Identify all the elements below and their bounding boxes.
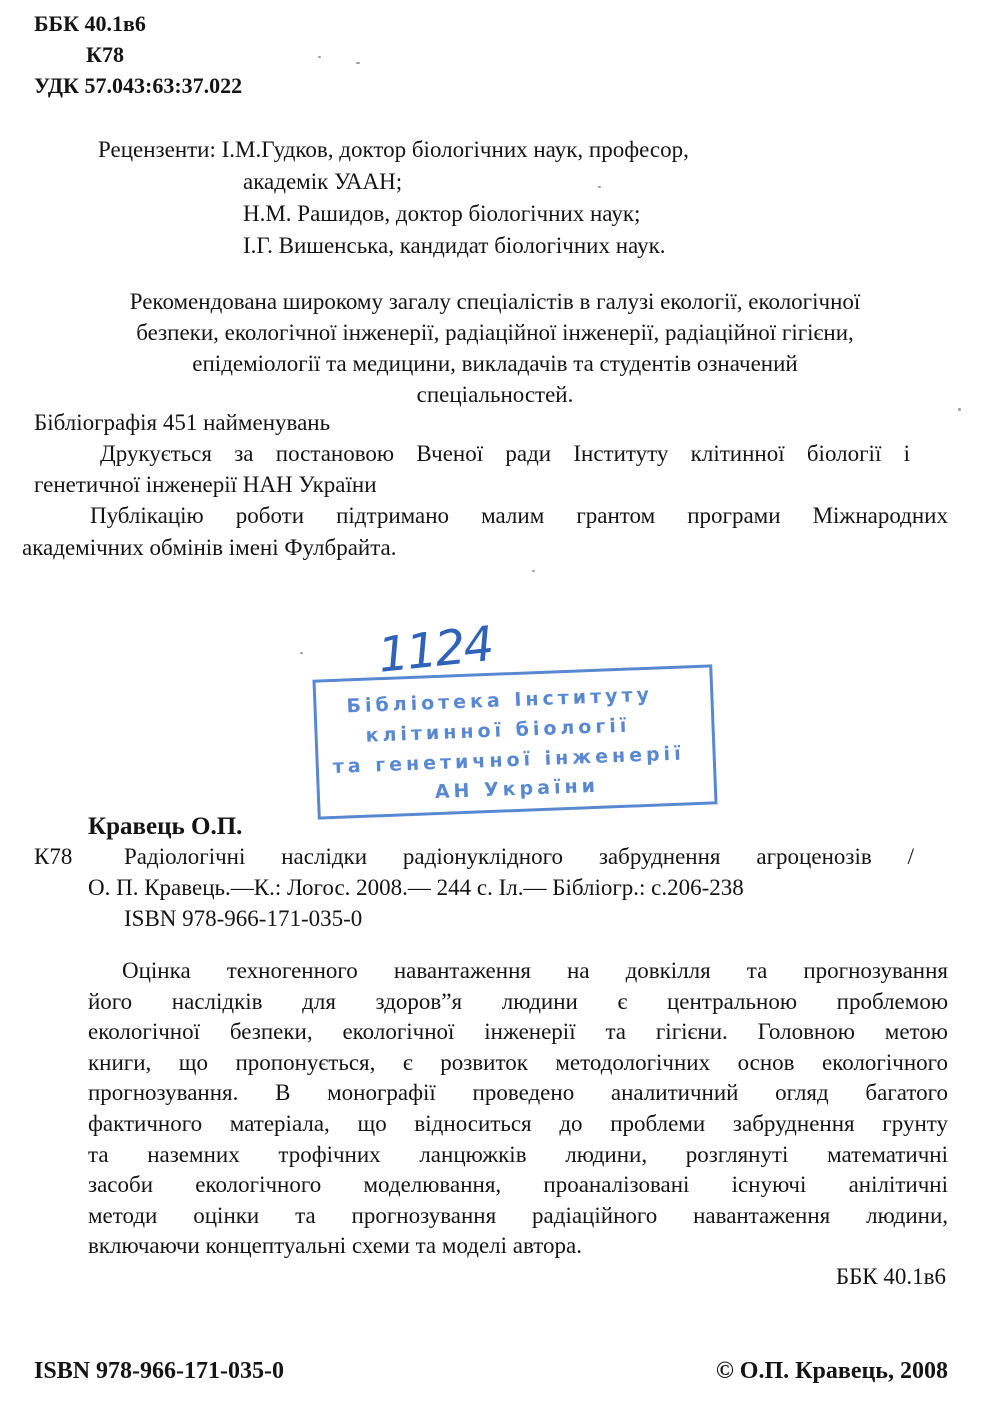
reviewer-line-4: І.Г. Вишенська, кандидат біологічних наук. <box>243 233 666 258</box>
footer-copyright: © О.П. Кравець, 2008 <box>715 1358 948 1384</box>
abstract-line-8: засоби екологічного моделювання, проаналізовані існуючі анілітичні <box>88 1172 948 1198</box>
recommendation-block <box>30 286 960 410</box>
scan-speck <box>300 652 303 654</box>
recommendation-line-4: спеціальностей. <box>416 382 574 407</box>
reviewers-label: Рецензенти: <box>98 137 216 162</box>
catalog-author: Кравець О.П. <box>88 813 243 840</box>
abstract-line-5: прогнозування. В монографії проведено аналитичний огляд багатого <box>88 1080 948 1106</box>
catalog-isbn: ISBN 978-966-171-035-0 <box>124 906 363 931</box>
scan-speck <box>958 408 961 411</box>
scan-speck <box>532 570 535 572</box>
abstract-line-6: фактичного матеріала, що відноситься до проблеми забруднення грунту <box>88 1110 948 1136</box>
udk-code: УДК 57.043:63:37.022 <box>34 73 243 98</box>
bbk-code: ББК 40.1в6 <box>34 11 146 36</box>
library-stamp <box>312 664 717 819</box>
bibliography-note: Бібліографія 451 найменувань <box>34 410 331 435</box>
stamp-line-2: клітинної біології <box>365 714 631 747</box>
scan-speck <box>356 62 360 64</box>
stamp-line-3: та генетичної інженерії <box>332 742 686 779</box>
abstract-line-10: включаючи концептуальні схеми та моделі автора. <box>88 1233 583 1259</box>
reviewers-block <box>98 134 689 262</box>
abstract-line-7: та наземних трофічних ланцюжків людини, розглянуті математичні <box>88 1141 948 1167</box>
recommendation-line-1: Рекомендована широкому загалу спеціалістів в галузі екології, екологічної <box>129 289 861 314</box>
stamp-line-4: АН України <box>434 774 600 804</box>
catalog-title: Радіологічні наслідки радіонуклідного забруднення агроценозів / <box>124 844 914 869</box>
abstract-line-1: Оцінка техногенного навантаження на довкілля та прогнозування <box>122 958 948 983</box>
bbk-footer: ББК 40.1в6 <box>835 1264 946 1289</box>
recommendation-line-3: епідеміології та медицини, викладачів та студентів означений <box>192 351 798 376</box>
footer-isbn: ISBN 978-966-171-035-0 <box>34 1358 284 1384</box>
classification-codes <box>34 8 242 101</box>
catalog-imprint: О. П. Кравець.—К.: Логос. 2008.— 244 с. Іл.— Бібліогр.: с.206-238 <box>88 875 744 900</box>
print-note-line-2: генетичної інженерії НАН України <box>34 472 377 497</box>
grant-note-line-2: академічних обмінів імені Фулбрайта. <box>22 535 397 560</box>
reviewer-line-3: Н.М. Рашидов, доктор біологічних наук; <box>243 201 641 226</box>
author-mark: К78 <box>86 42 124 67</box>
abstract-block <box>88 956 948 1262</box>
print-note-line-1: Друкується за постановою Вченої ради Інституту клітинної біології і <box>100 441 910 466</box>
abstract-line-3: екологічної безпеки, екологічної інженерії та гігієни. Головною метою <box>88 1019 948 1045</box>
inventory-number: 1124 <box>375 616 495 684</box>
stamp-line-1: Бібліотека Інституту <box>346 683 654 718</box>
abstract-line-4: книги, що пропонується, є розвиток методологічних основ екологічного <box>88 1049 948 1075</box>
reviewer-line-1: І.М.Гудков, доктор біологічних наук, професор, <box>221 137 689 162</box>
reviewer-line-2: академік УААН; <box>243 169 403 194</box>
catalog-code: К78 <box>34 844 73 869</box>
abstract-line-9: методи оцінки та прогнозування радіаційного навантаження людини, <box>88 1202 948 1228</box>
recommendation-line-2: безпеки, екологічної інженерії, радіаційної інженерії, радіаційної гігієни, <box>136 320 854 345</box>
abstract-line-2: його наслідків для здоров”я людини є центральною проблемою <box>88 988 948 1014</box>
scan-speck <box>318 56 321 58</box>
scan-speck <box>598 186 601 188</box>
grant-note-line-1: Публікацію роботи підтримано малим грантом програми Міжнародних <box>90 503 948 528</box>
